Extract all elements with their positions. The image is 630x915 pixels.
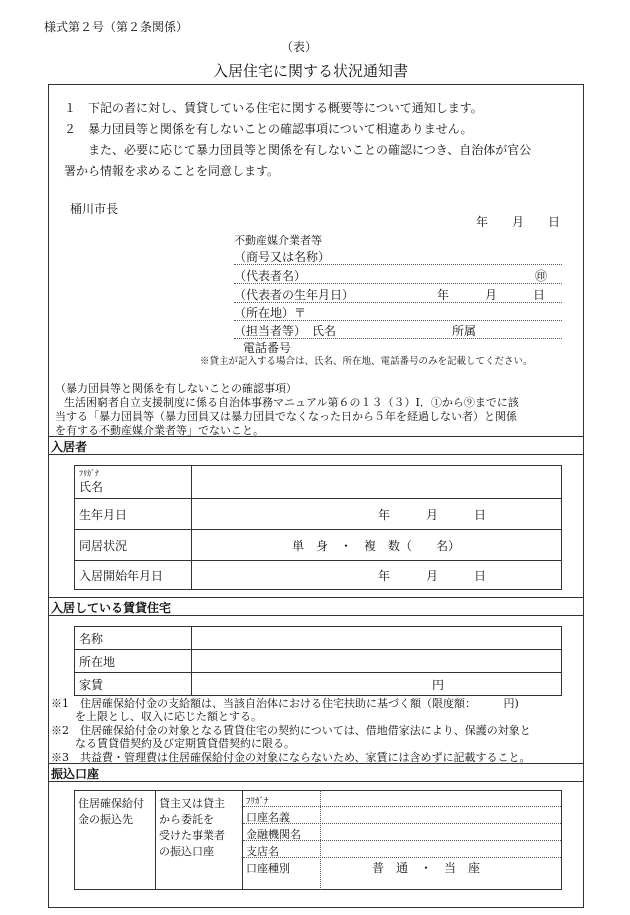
account-col-divider	[155, 790, 156, 890]
account-type-label: 口座種別	[246, 862, 290, 875]
resident-table	[74, 465, 562, 590]
agent-contact-label: （担当者等） 氏名	[234, 324, 337, 338]
housing-rent-field[interactable]	[192, 673, 562, 696]
resident-name-label: 氏名	[79, 479, 104, 494]
agent-rep-birth-date: 年 月 日	[437, 288, 546, 302]
account-kana-label: ﾌﾘｶﾞﾅ	[246, 797, 269, 807]
agent-phone-label: 電話番号	[243, 341, 292, 355]
account-bank-label: 金融機関名	[246, 828, 301, 841]
account-row-line	[243, 823, 561, 824]
resident-birth-value: 年 月 日	[378, 507, 487, 522]
resident-heading: 入居者	[51, 440, 88, 454]
account-row-line	[243, 840, 561, 841]
note-2b: なる賃貸借契約及び定期賃貸借契約に限る。	[75, 737, 295, 750]
divider	[48, 454, 584, 455]
agent-heading: 不動産媒介業者等	[234, 234, 322, 247]
agent-affiliation-label: 所属	[452, 324, 477, 338]
agent-company-line	[234, 264, 562, 265]
resident-start-field[interactable]	[192, 561, 562, 590]
account-col1-line2: 金の振込先	[78, 813, 133, 826]
account-col2-line2: から委託を	[159, 813, 214, 826]
account-row-line	[243, 806, 561, 807]
account-holder-label: 口座名義	[246, 811, 290, 824]
divider	[48, 615, 584, 616]
seal-mark: ㊞	[535, 269, 548, 283]
agent-rep-birth-line	[234, 302, 562, 303]
account-col2-line3: 受けた事業者	[159, 829, 225, 842]
resident-start-value: 年 月 日	[378, 568, 487, 583]
page-title: 入居住宅に関する状況通知書	[213, 62, 409, 80]
agent-representative-line	[234, 283, 562, 284]
housing-location-label: 所在地	[75, 650, 192, 673]
front-label: （表）	[281, 40, 318, 54]
intro-line-2: ２ 暴力団員等と関係を有しないことの確認事項について相違ありません。	[64, 122, 473, 136]
resident-name-field[interactable]	[192, 466, 562, 499]
agent-company-label: （商号又は名称）	[234, 250, 331, 264]
agent-address-line	[234, 320, 562, 321]
housing-name-label: 名称	[75, 627, 192, 650]
resident-name-label-cell	[75, 466, 192, 499]
note-3: ※3 共益費・管理費は住居確保給付金の対象にならないため、家賃には含めずに記載すること。	[51, 751, 531, 764]
resident-household-field[interactable]	[192, 530, 562, 561]
resident-start-label: 入居開始年月日	[75, 561, 192, 590]
account-heading: 振込口座	[51, 767, 100, 781]
housing-heading: 入居している賃貸住宅	[51, 601, 172, 615]
account-col2-line4: の振込口座	[159, 845, 214, 858]
intro-line-4: 署から情報を求めることを同意します。	[64, 164, 280, 178]
confirm-line-3: を有する不動産媒介業者等」でないこと。	[55, 424, 264, 437]
resident-birth-field[interactable]	[192, 499, 562, 530]
agent-rep-birth-label: （代表者の生年月日）	[234, 288, 355, 302]
account-row-line	[243, 857, 561, 858]
housing-table	[74, 626, 562, 696]
note-2a: ※2 住居確保給付金の対象となる賃貸住宅の契約については、借地借家法により、保護の対象と	[51, 724, 531, 737]
confirm-heading: （暴力団員等と関係を有しないことの確認事項）	[55, 382, 297, 395]
account-col1-line1: 住居確保給付	[78, 797, 144, 810]
addressee: 桶川市長	[70, 202, 119, 216]
confirm-line-2: 当する「暴力団員等（暴力団員又は暴力団員でなくなった日から５年を経過しない者）と関係	[55, 410, 517, 423]
account-branch-label: 支店名	[246, 845, 279, 858]
resident-household-value: 単 身 ・ 複 数（ 名）	[292, 538, 461, 553]
housing-rent-label: 家賃	[75, 673, 192, 696]
housing-location-field[interactable]	[192, 650, 562, 673]
furigana-label: ﾌﾘｶﾞﾅ	[79, 468, 99, 478]
date-line: 年 月 日	[476, 215, 561, 229]
housing-name-field[interactable]	[192, 627, 562, 650]
agent-address-label: （所在地）〒	[234, 306, 307, 320]
intro-line-1: １ 下記の者に対し、賃貸している住宅に関する概要等について通知します。	[64, 101, 483, 115]
agent-representative-label: （代表者名）	[234, 269, 307, 283]
confirm-line-1: 生活困窮者自立支援制度に係る自治体事務マニュアル第６の１３（３）Ⅰ．①から⑨までに該	[64, 396, 519, 409]
resident-household-label: 同居状況	[75, 530, 192, 561]
intro-line-3: また、必要に応じて暴力団員等と関係を有しないことの確認につき、自治体が官公	[88, 143, 532, 157]
divider	[48, 781, 584, 782]
rent-unit: 円	[432, 677, 445, 692]
account-type-value: 普 通 ・ 当 座	[372, 861, 481, 875]
resident-birth-label: 生年月日	[75, 499, 192, 530]
note-1a: ※1 住居確保給付金の支給額は、当該自治体における住宅扶助に基づく額（限度額： 円)	[51, 697, 519, 710]
note-1b: を上限とし、収入に応じた額とする。	[75, 710, 262, 723]
divider	[48, 763, 584, 764]
divider	[48, 597, 584, 598]
account-col2-line1: 貸主又は貸主	[159, 797, 225, 810]
agent-note: ※貸主が記入する場合は、氏名、所在地、電話番号のみを記載してください。	[200, 356, 533, 367]
form-number: 様式第２号（第２条関係）	[44, 20, 189, 34]
divider	[48, 436, 584, 437]
